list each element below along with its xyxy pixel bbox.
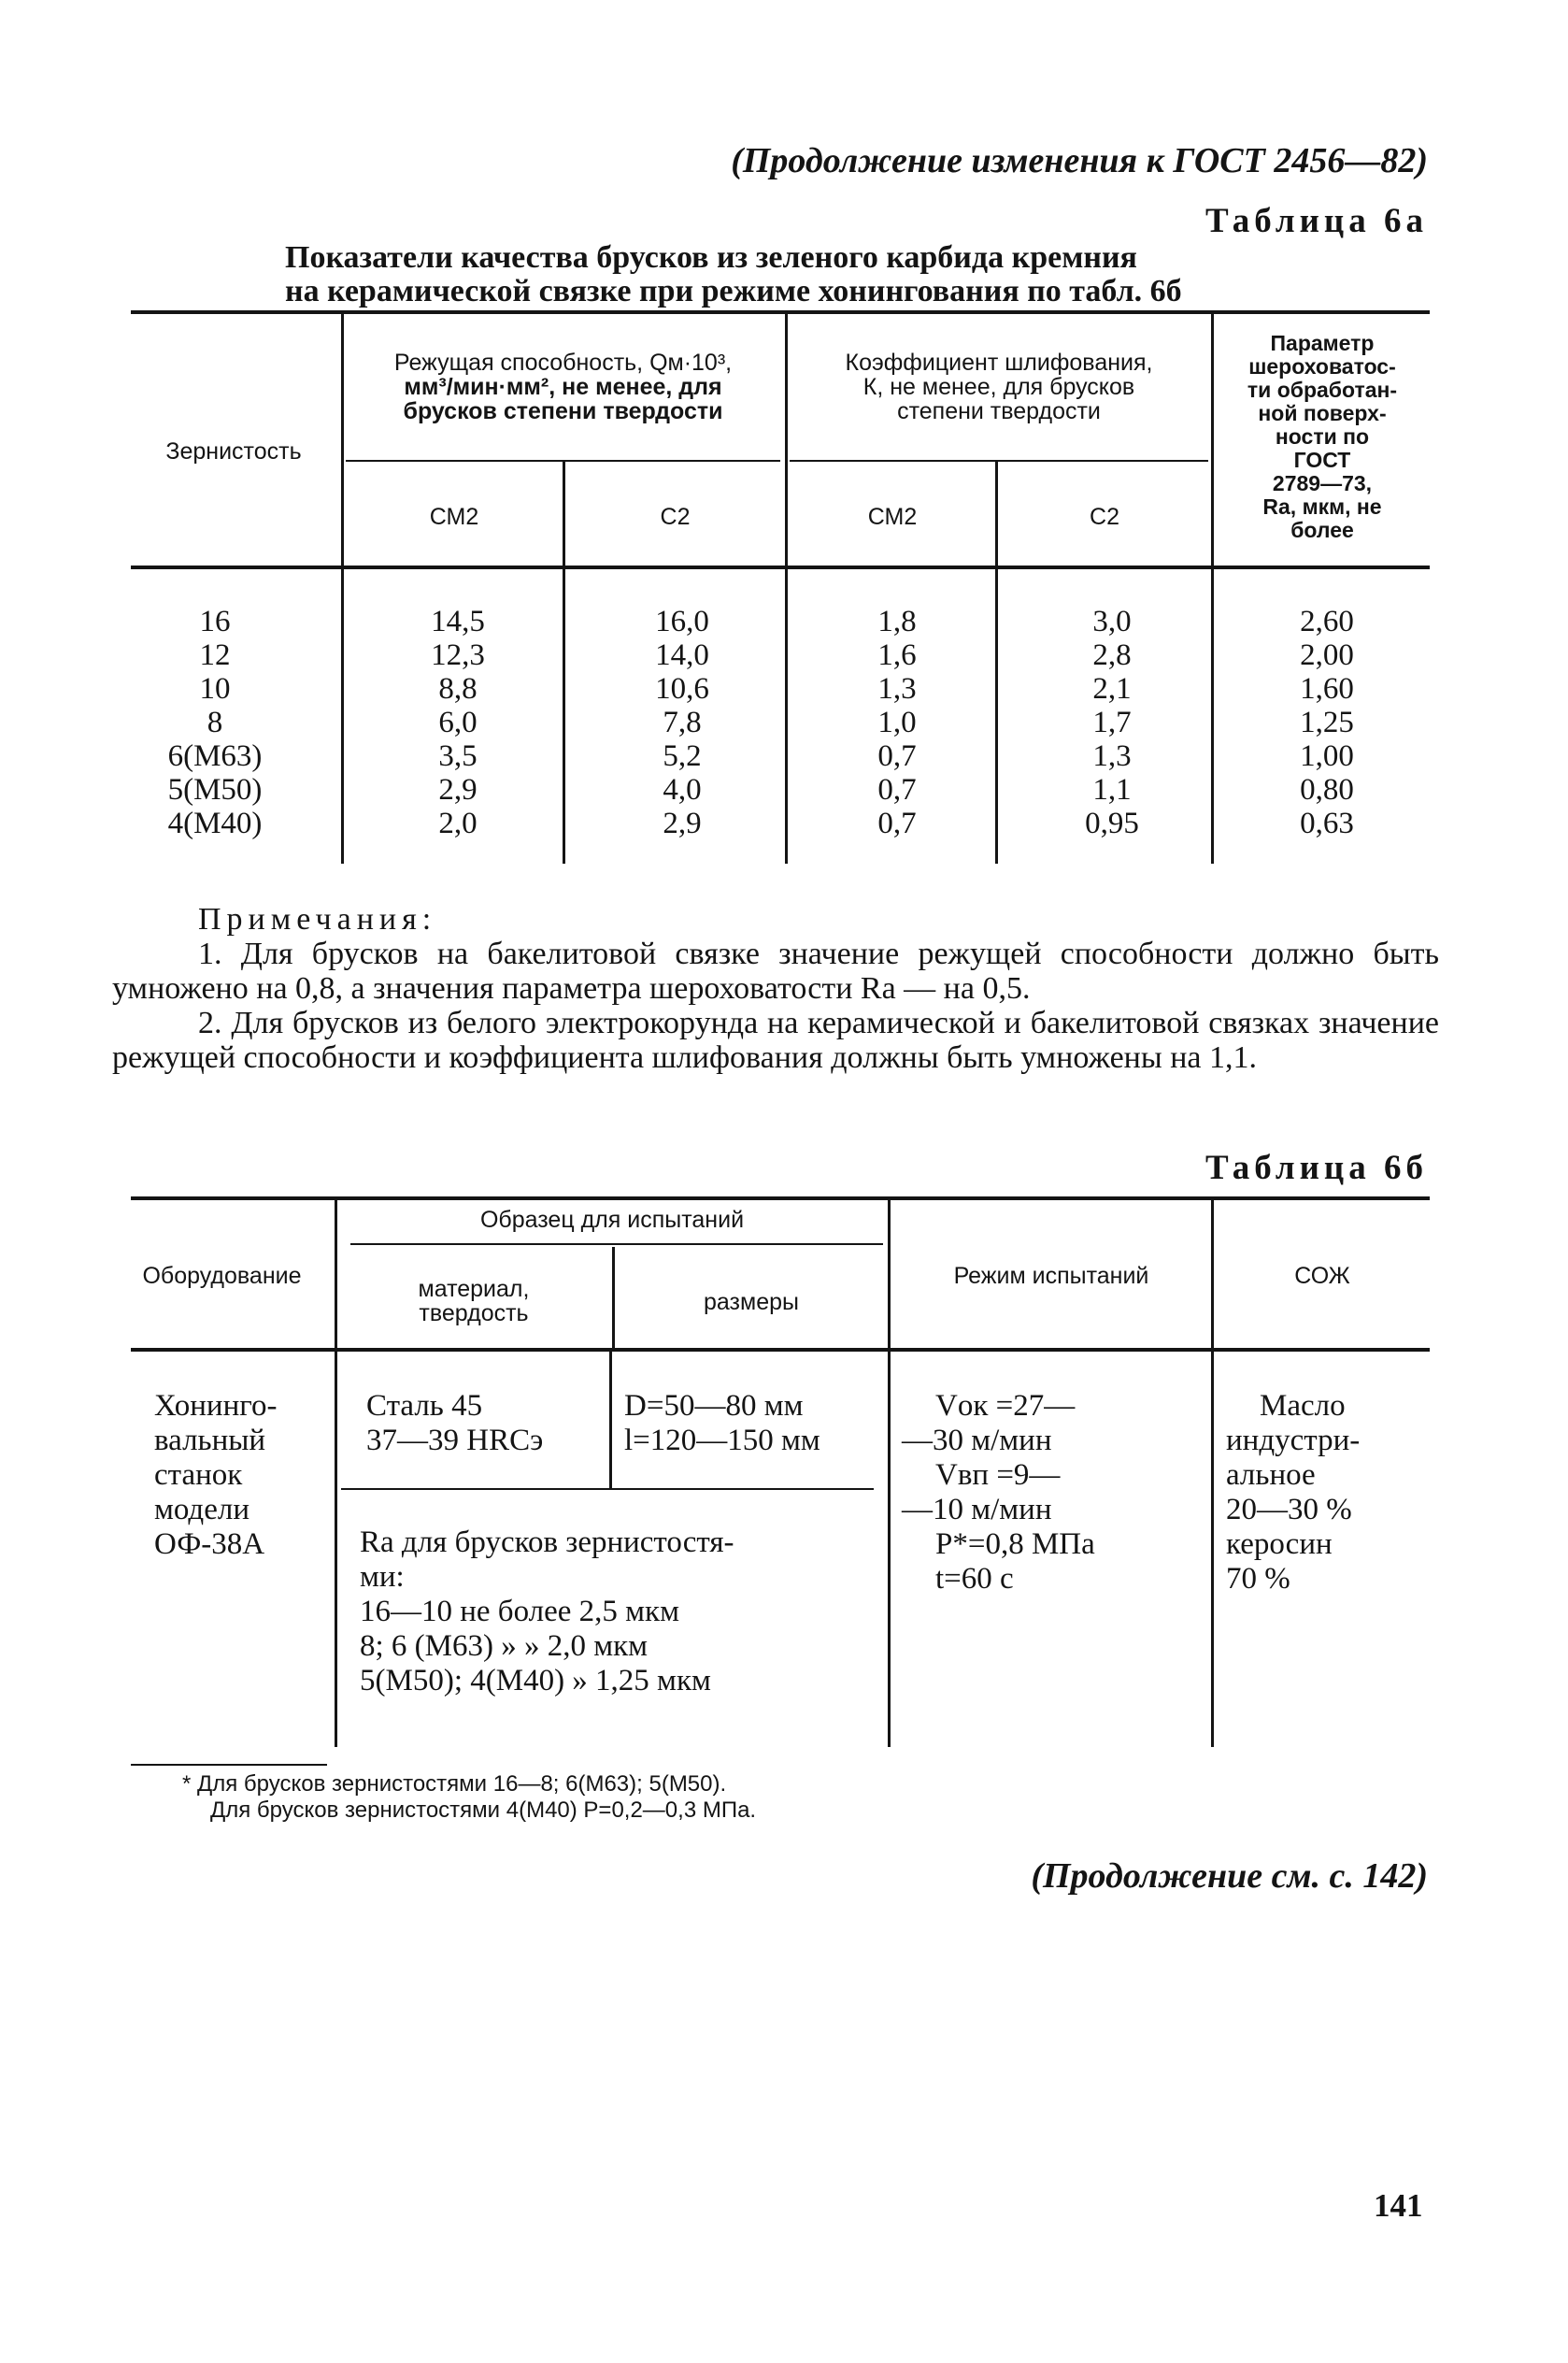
- table-cell: 0,80: [1300, 773, 1354, 807]
- table-6b-header-material: [338, 1277, 609, 1325]
- table-row: 16: [199, 605, 231, 638]
- table-row: 12: [199, 638, 231, 672]
- table-6b-label: Таблица 6б: [1205, 1149, 1428, 1187]
- table-cell: 14,5: [431, 605, 485, 638]
- table-6a-header-cutting: [346, 351, 780, 423]
- table-cell: 0,95: [1085, 807, 1139, 840]
- roughness-header-line4: ной поверх-: [1258, 401, 1387, 425]
- continuation-footer: (Продолжение см. с. 142): [1031, 1856, 1428, 1896]
- table-cell: 5,2: [663, 739, 702, 773]
- table-cell: 14,0: [655, 638, 709, 672]
- note-1: 1. Для брусков на бакелитовой связке значение режущей способности должно быть умножено на 0,8, а значения параметра шероховатости Ra — на 0,5.: [112, 937, 1439, 1006]
- equipment-line: станок: [154, 1458, 243, 1492]
- table-cell: 2,8: [1092, 638, 1132, 672]
- coolant-line: альное: [1226, 1458, 1316, 1492]
- grinding-header-line2: К, не менее, для брусков: [862, 374, 1135, 400]
- notes-section: [112, 902, 1439, 1075]
- table-cell: 1,1: [1092, 773, 1132, 807]
- table-6b-header-bottom-rule: [131, 1348, 1430, 1352]
- table-cell: 6,0: [438, 706, 478, 739]
- roughness-header-line6: ГОСТ: [1293, 448, 1351, 472]
- table-cell: 0,63: [1300, 807, 1354, 840]
- material-header-line1: материал,: [418, 1276, 530, 1302]
- table-6a-label: Таблица 6а: [1205, 202, 1428, 240]
- coolant-line: керосин: [1226, 1527, 1333, 1561]
- table-row: 5(М50): [167, 773, 263, 807]
- table-6a-sub-c2-cutting: С2: [660, 504, 691, 530]
- equipment-line: вальный: [154, 1424, 266, 1457]
- mode-line: —10 м/мин: [902, 1493, 1052, 1526]
- table-6a-title: [285, 241, 1313, 308]
- footnote-line2: Для брусков зернистостями 4(М40) P=0,2—0,3 МПа.: [210, 1797, 757, 1823]
- sizes-cell: [624, 1389, 886, 1458]
- mode-line: —30 м/мин: [902, 1424, 1052, 1457]
- ra-grain-cell: [360, 1525, 883, 1698]
- table-6b-sample-subrule: [350, 1243, 883, 1245]
- coolant-cell: [1226, 1389, 1427, 1597]
- notes-title: Примечания:: [198, 902, 437, 937]
- table-cell: 2,0: [438, 807, 478, 840]
- table-6a-sub-cm2-cutting: СМ2: [429, 504, 479, 530]
- table-cell: 3,0: [1092, 605, 1132, 638]
- table-6a-sub-c2-grinding: С2: [1090, 504, 1119, 530]
- page-number: 141: [1374, 2187, 1423, 2224]
- table-cell: 7,8: [663, 706, 702, 739]
- mode-line: P*=0,8 МПа: [935, 1527, 1095, 1561]
- mode-line: Vвп =9—: [935, 1458, 1061, 1492]
- table-6a-q-c2-column: [598, 605, 766, 840]
- grinding-header-line1: Коэффициент шлифования,: [845, 350, 1153, 376]
- material-cell: [366, 1389, 609, 1458]
- table-6a-k-c2-column: [1028, 605, 1196, 840]
- table-6a-vline-1: [341, 314, 344, 864]
- table-6a-header-roughness: [1215, 332, 1430, 542]
- sizes-line: D=50—80 мм: [624, 1389, 804, 1423]
- coolant-line: Масло: [1260, 1389, 1346, 1423]
- table-6a-sub-cm2-grinding: СМ2: [867, 504, 918, 530]
- coolant-line: 20—30 %: [1226, 1493, 1352, 1526]
- table-cell: 1,7: [1092, 706, 1132, 739]
- table-6b-sample-body-rule: [341, 1488, 874, 1490]
- ra-line: 5(М50); 4(М40) » 1,25 мкм: [360, 1664, 711, 1697]
- cutting-header-line1: Режущая способность, Qм·10³,: [393, 350, 733, 376]
- equipment-cell: [154, 1389, 332, 1562]
- cutting-header-line3: брусков степени твердости: [403, 398, 723, 424]
- table-cell: 2,60: [1300, 605, 1354, 638]
- grinding-header-line3: степени твердости: [897, 398, 1101, 424]
- equipment-line: ОФ-38А: [154, 1527, 265, 1561]
- table-cell: 1,0: [877, 706, 917, 739]
- equipment-line: Хонинго-: [154, 1389, 278, 1423]
- table-6a-title-line2: на керамической связке при режиме хонингования по табл. 6б: [285, 274, 1182, 308]
- roughness-header-line8: Ra, мкм, не: [1262, 494, 1382, 519]
- table-cell: 12,3: [431, 638, 485, 672]
- roughness-header-line1: Параметр: [1270, 331, 1375, 355]
- footnote: [182, 1771, 1304, 1824]
- note-2: 2. Для брусков из белого электрокорунда на керамической и бакелитовой связках значение режущей способности и коэффициента шлифования должны быть умножены на 1,1.: [112, 1006, 1439, 1075]
- table-cell: 2,9: [663, 807, 702, 840]
- ra-line: 8; 6 (М63) » » 2,0 мкм: [360, 1629, 649, 1663]
- table-6a-subheader-rule-right: [790, 460, 1208, 462]
- table-cell: 0,7: [877, 807, 917, 840]
- table-6a-header-grinding: [790, 351, 1208, 423]
- table-6b-vline-4: [888, 1200, 891, 1747]
- coolant-line: индустри-: [1226, 1424, 1361, 1457]
- table-cell: 1,60: [1300, 672, 1354, 706]
- material-line: 37—39 HRCэ: [366, 1424, 544, 1457]
- table-6b-header-mode: Режим испытаний: [953, 1263, 1149, 1289]
- roughness-header-line7: 2789—73,: [1272, 471, 1373, 495]
- table-cell: 1,6: [877, 638, 917, 672]
- footnote-line1: * Для брусков зернистостями 16—8; 6(М63); 5(М50).: [182, 1771, 727, 1797]
- roughness-header-line9: более: [1290, 518, 1354, 542]
- cutting-header-line2: мм³/мин·мм², не менее, для: [404, 374, 722, 400]
- mode-line: t=60 с: [935, 1562, 1014, 1596]
- table-row: 4(М40): [167, 807, 263, 840]
- continuation-header: (Продолжение изменения к ГОСТ 2456—82): [731, 141, 1428, 180]
- table-cell: 8,8: [438, 672, 478, 706]
- material-line: Сталь 45: [366, 1389, 483, 1423]
- table-6a-ra-column: [1243, 605, 1411, 840]
- roughness-header-line2: шероховатос-: [1248, 354, 1396, 379]
- ra-line: 16—10 не более 2,5 мкм: [360, 1595, 679, 1628]
- table-6b-header-sizes: размеры: [704, 1289, 799, 1315]
- sizes-line: l=120—150 мм: [624, 1424, 820, 1457]
- table-cell: 16,0: [655, 605, 709, 638]
- table-6a-vline-5: [1211, 314, 1214, 864]
- table-row: 6(М63): [167, 739, 263, 773]
- table-6a-header-grain: Зернистость: [165, 438, 302, 465]
- table-6a-header-bottom-rule: [131, 566, 1430, 569]
- table-6b-vline-3: [609, 1352, 612, 1488]
- table-row: 8: [207, 706, 223, 739]
- table-cell: 2,00: [1300, 638, 1354, 672]
- table-6a-grain-column: [121, 605, 308, 840]
- roughness-header-line3: ти обработан-: [1247, 378, 1398, 402]
- table-6b-header-equipment: Оборудование: [142, 1263, 302, 1289]
- table-row: 10: [199, 672, 231, 706]
- table-cell: 0,7: [877, 773, 917, 807]
- table-6a-k-cm2-column: [813, 605, 981, 840]
- table-cell: 1,3: [877, 672, 917, 706]
- ra-line: Ra для брусков зернистостя-: [360, 1525, 734, 1559]
- mode-line: Vок =27—: [935, 1389, 1076, 1423]
- table-cell: 4,0: [663, 773, 702, 807]
- coolant-line: 70 %: [1226, 1562, 1290, 1596]
- table-cell: 10,6: [655, 672, 709, 706]
- table-cell: 2,1: [1092, 672, 1132, 706]
- table-6a-q-cm2-column: [374, 605, 542, 840]
- equipment-line: модели: [154, 1493, 249, 1526]
- table-cell: 1,25: [1300, 706, 1354, 739]
- table-6a-top-rule: [131, 310, 1430, 314]
- table-cell: 1,8: [877, 605, 917, 638]
- table-6b-vline-2: [612, 1247, 615, 1350]
- footnote-separator: [131, 1764, 327, 1766]
- roughness-header-line5: ности по: [1275, 424, 1370, 449]
- table-6b-top-rule: [131, 1196, 1430, 1200]
- table-cell: 1,3: [1092, 739, 1132, 773]
- table-6b-header-sample: Образец для испытаний: [479, 1207, 745, 1233]
- table-6b-vline-1: [335, 1200, 337, 1747]
- mode-cell: [902, 1389, 1205, 1597]
- ra-line: ми:: [360, 1560, 405, 1594]
- table-6a-title-line1: Показатели качества брусков из зеленого карбида кремния: [285, 240, 1137, 275]
- table-6a-vline-3: [785, 314, 788, 864]
- table-cell: 0,7: [877, 739, 917, 773]
- material-header-line2: твердость: [419, 1300, 529, 1326]
- table-cell: 1,00: [1300, 739, 1354, 773]
- table-6b-header-coolant: СОЖ: [1294, 1263, 1350, 1289]
- table-cell: 3,5: [438, 739, 478, 773]
- table-6b-vline-5: [1211, 1200, 1214, 1747]
- table-cell: 2,9: [438, 773, 478, 807]
